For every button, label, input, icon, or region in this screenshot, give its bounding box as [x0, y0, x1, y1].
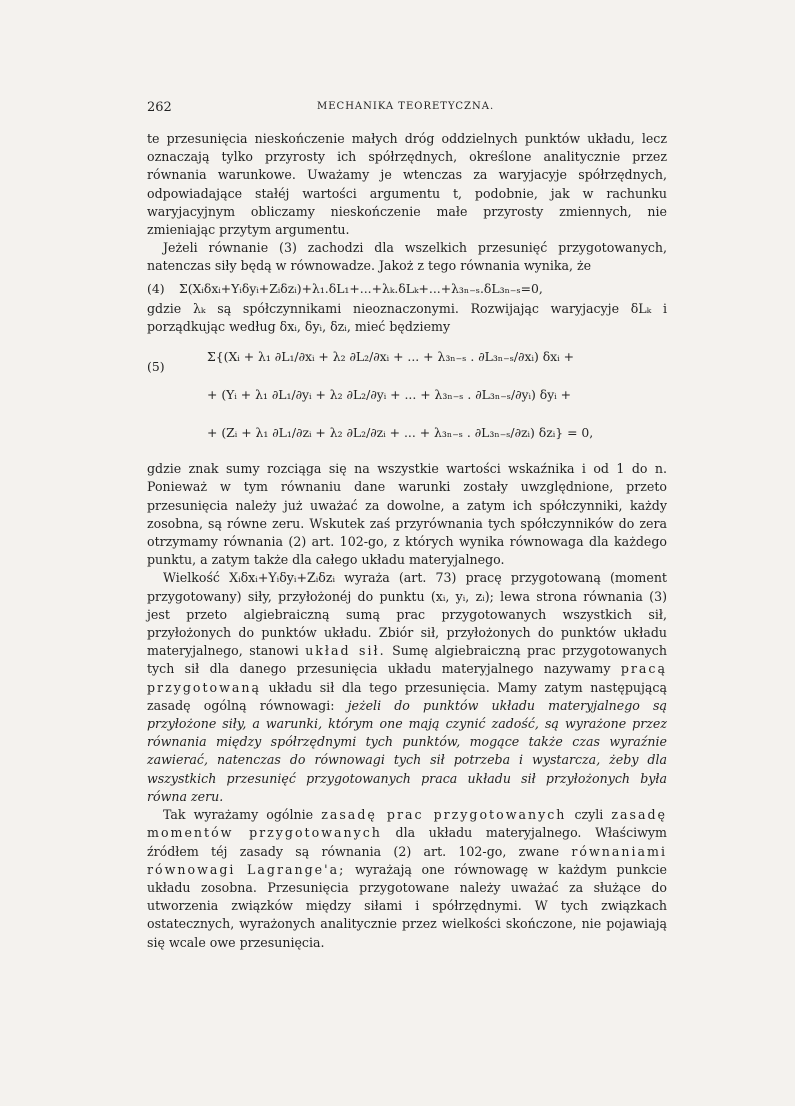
- equation-5-line-2: + (Yᵢ + λ₁ ∂L₁/∂yᵢ + λ₂ ∂L₂/∂yᵢ + ... + λ₃ₙ₋ₛ . ∂L₃ₙ₋ₛ/∂yᵢ) δyᵢ +: [207, 387, 572, 403]
- equation-5-line-3: + (Zᵢ + λ₁ ∂L₁/∂zᵢ + λ₂ ∂L₂/∂zᵢ + ... + λ₃ₙ₋ₛ . ∂L₃ₙ₋ₛ/∂zᵢ) δzᵢ} = 0,: [207, 425, 594, 441]
- equation-5-line-1: Σ{(Xᵢ + λ₁ ∂L₁/∂xᵢ + λ₂ ∂L₂/∂xᵢ + ... + λ₃ₙ₋ₛ . ∂L₃ₙ₋ₛ/∂xᵢ) δxᵢ +: [207, 349, 574, 365]
- equation-4-body: Σ(Xᵢδxᵢ+Yᵢδyᵢ+Zᵢδzᵢ)+λ₁.δL₁+...+λₖ.δLₖ+...+λ₃ₙ₋ₛ.δL₃ₙ₋ₛ=0,: [178, 280, 543, 296]
- equation-4: [147, 280, 667, 298]
- term-praca-przygotowana: pracą przygotowaną: [147, 661, 667, 695]
- paragraph-5-part-c: układu sił dla tego przesunięcia. Mamy zatym następującą zasadę ogólną równowagi:: [147, 679, 667, 713]
- paragraph-6-part-b: czyli: [574, 807, 604, 823]
- paragraph-6-part-c: dla układu materyjalnego. Właściwym źródłem téj zasady są równania (2) art. 102-go, zwane: [147, 825, 667, 859]
- paragraph-4: gdzie znak sumy rozciąga się na wszystkie wartości wskaźnika i od 1 do n. Ponieważ w tym równaniu dane warunki zostały uwzględnione, przeto przesunięcia należy już uważać za dowolne, a zatym ich spółczynniki, każdy zosobna, są równe zeru. Wskutek zaś przyrównania tych spółczynników do zera otrzymamy równania (2) art. 102-go, z których wynika równowaga dla każdego punktu, a zatym także dla całego układu materyjalnego.: [147, 461, 667, 568]
- paragraph-5: [147, 569, 667, 806]
- paragraph-1: te przesunięcia nieskończenie małych dróg oddzielnych punktów układu, lecz oznaczają tylko przyrosty ich spółrzędnych, określone analitycznie przez równania warunkowe. Uważamy je wtenczas za waryjacyje spółrzędnych, odpowiadające stałéj wartości argumentu t, podobnie, jak w rachunku waryjacyjnym obliczamy nieskończenie małe przyrosty zmiennych, nie zmieniając przytym argumentu.: [147, 131, 667, 238]
- paragraph-6-part-a: Tak wyrażamy ogólnie: [163, 807, 314, 823]
- term-uklad-sil: układ sił.: [305, 643, 386, 659]
- paragraph-6-part-d: wyrażają one równowagę w każdym punkcie układu zosobna. Przesunięcia przygotowane należy uważać za służące do utworzenia związków między siłami i spółrzędnymi. W tych związkach ostatecznych, wyrażonych analitycznie przez wielkości skończone, nie pojawiają się wcale owe przesunięcia.: [147, 861, 667, 950]
- equation-5: [147, 338, 667, 456]
- term-zasada-prac: zasadę prac przygotowanych: [321, 807, 567, 823]
- principle-statement: jeżeli do punktów układu materyjalnego są przyłożone siły, a warunki, którym one mają czynić zadość, są wyrażone przez równania między spółrzędnymi tych punktów, mogące także czas wyraźnie zawierać, natenczas do równowagi tych sił potrzeba i wystarcza, żeby dla wszystkich przesunięć przygotowanych praca układu sił przyłożonych była równa zeru.: [147, 697, 667, 804]
- equation-5-number: (5): [147, 359, 165, 375]
- equation-4-number: (4): [147, 280, 165, 296]
- term-rownania-lagrangea: równaniami równowagi Lagrange'a;: [147, 843, 667, 877]
- page-body: [147, 130, 667, 952]
- paragraph-5-part-a: Wielkość Xᵢδxᵢ+Yᵢδyᵢ+Zᵢδzᵢ wyraża (art. 73) pracę przygotowaną (moment przygotowany) siły, przyłożonéj do punktu (xᵢ, yᵢ, zᵢ); lewa strona równania (3) jest przeto algiebraiczną sumą prac przygotowanych wszystkich sił, przyłożonych do punktów układu. Zbiór sił, przyłożonych do punktów układu materyjalnego, stanowi: [147, 570, 667, 659]
- paragraph-5-part-b: Sumę algiebraiczną prac przygotowanych tych sił dla danego przesunięcia układu materyjalnego nazywamy: [147, 643, 667, 677]
- paragraph-6: [147, 806, 667, 952]
- running-title: MECHANIKA TEORETYCZNA.: [317, 101, 495, 112]
- page-number: 262: [147, 100, 172, 115]
- paragraph-2: Jeżeli równanie (3) zachodzi dla wszelkich przesunięć przygotowanych, natenczas siły będą w równowadze. Jakoż z tego równania wynika, że: [147, 240, 667, 274]
- paragraph-3: gdzie λₖ są spółczynnikami nieoznaczonymi. Rozwijając waryjacyje δLₖ i porządkując według δxᵢ, δyᵢ, δzᵢ, mieć będziemy: [147, 300, 667, 335]
- term-zasada-momentow: zasadę momentów przygotowanych: [147, 807, 667, 841]
